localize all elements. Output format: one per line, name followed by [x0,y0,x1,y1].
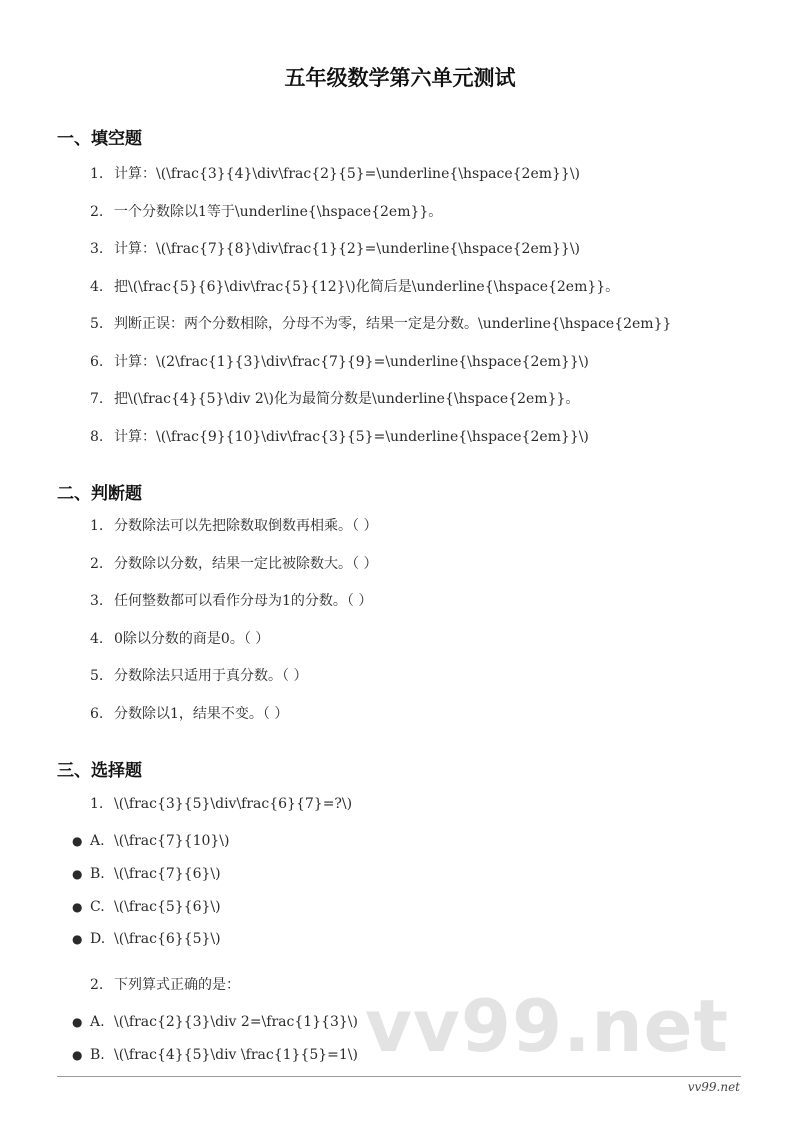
judge-item [90,554,377,574]
item-text: 一个分数除以1等于\underline{\hspace{2em}}。 [114,204,443,220]
item-number: 1. [90,166,104,182]
bullet-icon: ● [72,834,83,848]
choice-question [90,794,352,814]
item-number: 2. [90,977,104,993]
item-number: 4. [90,279,104,295]
bullet-icon: ● [72,867,83,881]
judge-item [90,629,269,649]
page-title: 五年级数学第六单元测试 [284,65,516,90]
item-number: 8. [90,429,104,445]
item-number: 6. [90,354,104,370]
item-text: 判断正误：两个分数相除，分母不为零，结果一定是分数。\underline{\hspace{2em}} [114,316,672,332]
option-letter: B. [90,1047,105,1063]
item-number: 2. [90,204,104,220]
item-text: \(\frac{3}{5}\div\frac{6}{7}=?\) [114,796,353,812]
section-title-fill: 一、填空题 [57,129,142,149]
item-number: 2. [90,556,104,572]
fill-item [90,314,671,334]
item-text: 分数除法只适用于真分数。（ ） [114,668,308,684]
choice-option [72,897,221,917]
item-text: 分数除法可以先把除数取倒数再相乘。（ ） [114,518,378,534]
bullet-icon: ● [72,932,83,946]
option-text: \(\frac{2}{3}\div 2=\frac{1}{3}\) [114,1014,358,1030]
item-text: 把\(\frac{4}{5}\div 2\)化为最简分数是\underline{\hspace{2em}}。 [114,391,580,407]
choice-option [72,831,230,851]
watermark: vv99.net [365,984,729,1068]
item-text: 下列算式正确的是： [114,977,240,993]
item-number: 3. [90,593,104,609]
option-letter: C. [90,899,105,915]
section-title-choice: 三、选择题 [57,761,142,781]
choice-option [72,864,221,884]
item-text: 计算：\(\frac{3}{4}\div\frac{2}{5}=\underline{\hspace{2em}}\) [114,166,580,182]
item-text: 0除以分数的商是0。（ ） [114,631,270,647]
fill-item [90,164,580,184]
option-text: \(\frac{7}{6}\) [114,866,221,882]
item-text: 任何整数都可以看作分母为1的分数。（ ） [114,593,373,609]
item-text: 分数除以1，结果不变。（ ） [114,706,289,722]
option-letter: A. [90,1014,105,1030]
item-text: 计算：\(\frac{7}{8}\div\frac{1}{2}=\underline{\hspace{2em}}\) [114,241,580,257]
option-text: \(\frac{4}{5}\div \frac{1}{5}=1\) [114,1047,358,1063]
choice-option [72,1012,358,1032]
judge-item [90,516,377,536]
footer-site-label: vv99.net [687,1080,740,1094]
footer-divider [57,1076,741,1077]
bullet-icon: ● [72,1015,83,1029]
item-number: 7. [90,391,104,407]
item-number: 5. [90,316,104,332]
fill-item [90,239,580,259]
option-text: \(\frac{7}{10}\) [114,833,230,849]
fill-item [90,389,579,409]
item-text: 把\(\frac{5}{6}\div\frac{5}{12}\)化简后是\underline{\hspace{2em}}。 [114,279,620,295]
fill-item [90,277,619,297]
item-number: 1. [90,518,104,534]
section-title-judge: 二、判断题 [57,484,142,504]
item-number: 5. [90,668,104,684]
option-text: \(\frac{5}{6}\) [114,899,221,915]
judge-item [90,666,307,686]
judge-item [90,591,372,611]
bullet-icon: ● [72,900,83,914]
option-text: \(\frac{6}{5}\) [114,931,221,947]
bullet-icon: ● [72,1048,83,1062]
choice-option [72,1045,358,1065]
choice-option [72,929,221,949]
item-number: 3. [90,241,104,257]
item-text: 计算：\(\frac{9}{10}\div\frac{3}{5}=\underline{\hspace{2em}}\) [114,429,589,445]
option-letter: B. [90,866,105,882]
fill-item [90,427,589,447]
item-text: 计算：\(2\frac{1}{3}\div\frac{7}{9}=\underline{\hspace{2em}}\) [114,354,589,370]
item-number: 1. [90,796,104,812]
choice-question [90,975,240,995]
option-letter: A. [90,833,105,849]
option-letter: D. [90,931,106,947]
item-number: 6. [90,706,104,722]
judge-item [90,704,288,724]
item-text: 分数除以分数，结果一定比被除数大。（ ） [114,556,378,572]
fill-item [90,352,589,372]
fill-item [90,202,442,222]
item-number: 4. [90,631,104,647]
